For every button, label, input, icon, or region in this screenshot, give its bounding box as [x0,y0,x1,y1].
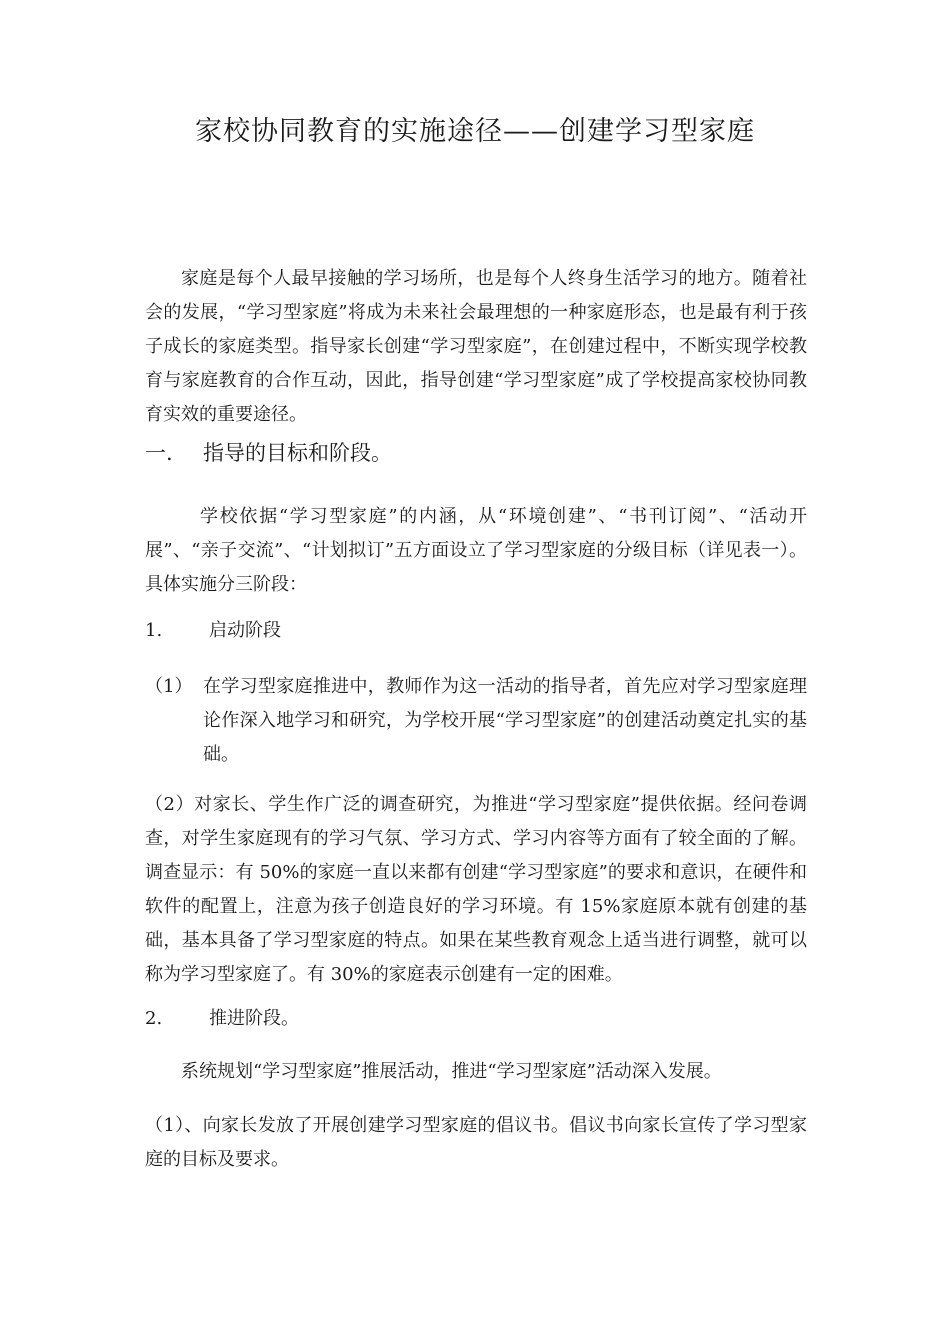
document-title: 家校协同教育的实施途径——创建学习型家庭 [195,116,755,147]
intro-paragraph: 家庭是每个人最早接触的学习场所，也是每个人终身生活学习的地方。随着社会的发展，“学习型家庭”将成为未来社会最理想的一种家庭形态，也是最有利于孩子成长的家庭类型。指导家长创建“学习型家庭”，在创建过程中，不断实现学校教育与家庭教育的合作互动，因此，指导创建“学习型家庭”成了学校提高家校协同教育实效的重要途径。 [145,268,807,425]
stage-2-heading [145,1004,299,1034]
stage-2-item-1: （1）、向家长发放了开展创建学习型家庭的倡议书。倡议书向家长宣传了学习型家庭的目标及要求。 [145,1115,807,1170]
stage-1-number: 1. [145,620,163,641]
stage-1-heading [145,616,281,646]
section-paragraph: 学校依据“学习型家庭”的内涵，从“环境创建”、“书刊订阅”、“活动开展”、“亲子交流”、“计划拟订”五方面设立了学习型家庭的分级目标（详见表一）。具体实施分三阶段： [145,506,807,595]
stage-2-label: 推进阶段。 [209,1008,299,1029]
section-heading [145,436,807,470]
stage-1-item-1-label: （1） [145,676,193,697]
stage-2-paragraph: 系统规划“学习型家庭”推展活动，推进“学习型家庭”活动深入发展。 [181,1061,722,1082]
stage-1-item-1 [145,670,807,772]
section-number: 一. [145,441,173,465]
stage-1-label: 启动阶段 [209,620,281,641]
stage-1-item-2: （2）对家长、学生作广泛的调查研究，为推进“学习型家庭”提供依据。经问卷调查，对学生家庭现有的学习气氛、学习方式、学习内容等方面有了较全面的了解。调查显示：有 50%的家庭一直以来都有创建“学习型家庭”的要求和意识，在硬件和软件的配置上，注意为孩子创造良好的学习环境。有 15%家庭原本就有创建的基础，基本具备了学习型家庭的特点。如果在某些教育观念上适当进行调整，就可以称为学习型家庭了。有 30%的家庭表示创建有一定的困难。 [145,794,807,985]
stage-1-item-1-text: 在学习型家庭推进中，教师作为这一活动的指导者，首先应对学习型家庭理论作深入地学习和研究，为学校开展“学习型家庭”的创建活动奠定扎实的基础。 [203,676,807,765]
section-heading-text: 指导的目标和阶段。 [203,441,392,465]
stage-2-number: 2. [145,1008,163,1029]
